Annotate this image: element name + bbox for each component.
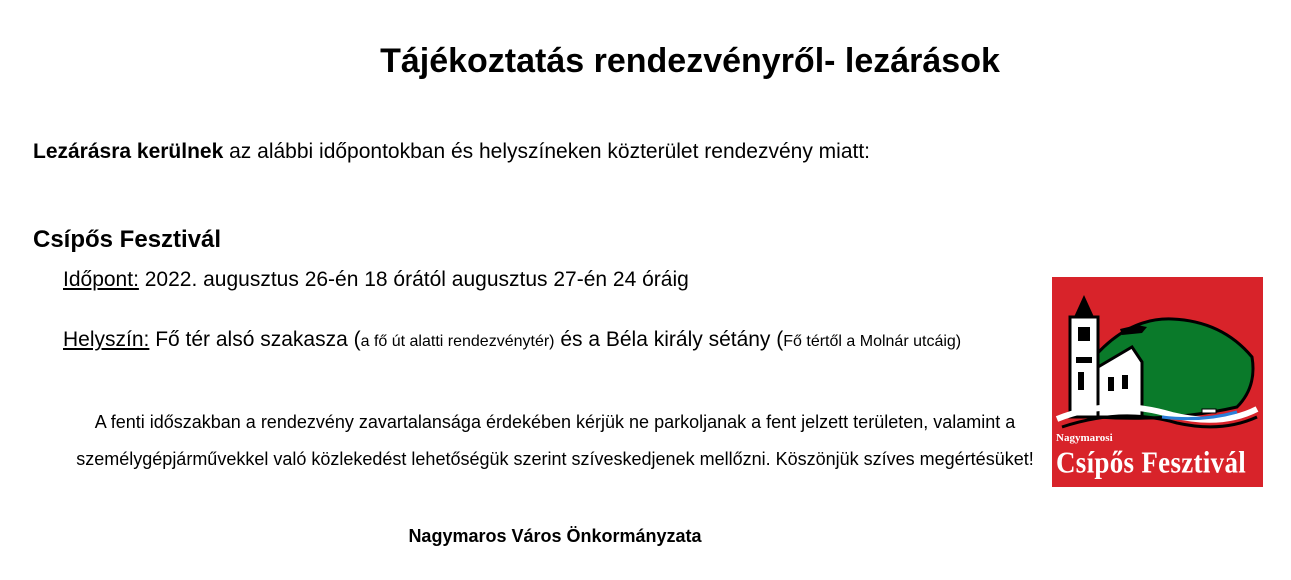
time-value: 2022. augusztus 26-én 18 órától augusztus 27-én 24 óráig: [138, 268, 689, 291]
event-title: Csípős Fesztivál: [33, 226, 222, 253]
logo-big-text: Csípős Fesztivál: [1056, 445, 1247, 480]
signature: Nagymaros Város Önkormányzata: [408, 526, 702, 546]
time-label: Időpont:: [63, 268, 139, 291]
place-label: Helyszín:: [63, 328, 150, 351]
event-time: [63, 268, 689, 292]
page-title: Tájékoztatás rendezvényről- lezárások: [380, 42, 1000, 80]
event-place: [63, 321, 1048, 361]
intro-paragraph: [33, 140, 870, 164]
intro-rest: az alábbi időpontokban és helyszíneken közterület rendezvény miatt:: [223, 140, 871, 163]
intro-bold: Lezárásra kerülnek: [33, 140, 224, 163]
place-part2: és a Béla király sétány (: [554, 328, 784, 351]
logo-small-text: Nagymarosi: [1056, 432, 1113, 444]
festival-logo: [1052, 277, 1263, 487]
place-note2: Fő tértől a Molnár utcáig): [783, 333, 962, 350]
place-note1: a fő út alatti rendezvénytér): [360, 333, 555, 350]
place-part1: Fő tér alsó szakasza (: [149, 328, 361, 351]
notice-paragraph: A fenti időszakban a rendezvény zavartalansága érdekében kérjük ne parkoljanak a fent jelzett területen, valamint a személygépjárművekkel való közlekedést lehetőségük szerint szíveskedjenek mellőzni. Köszönjük szíves megértésüket!: [76, 412, 1034, 469]
